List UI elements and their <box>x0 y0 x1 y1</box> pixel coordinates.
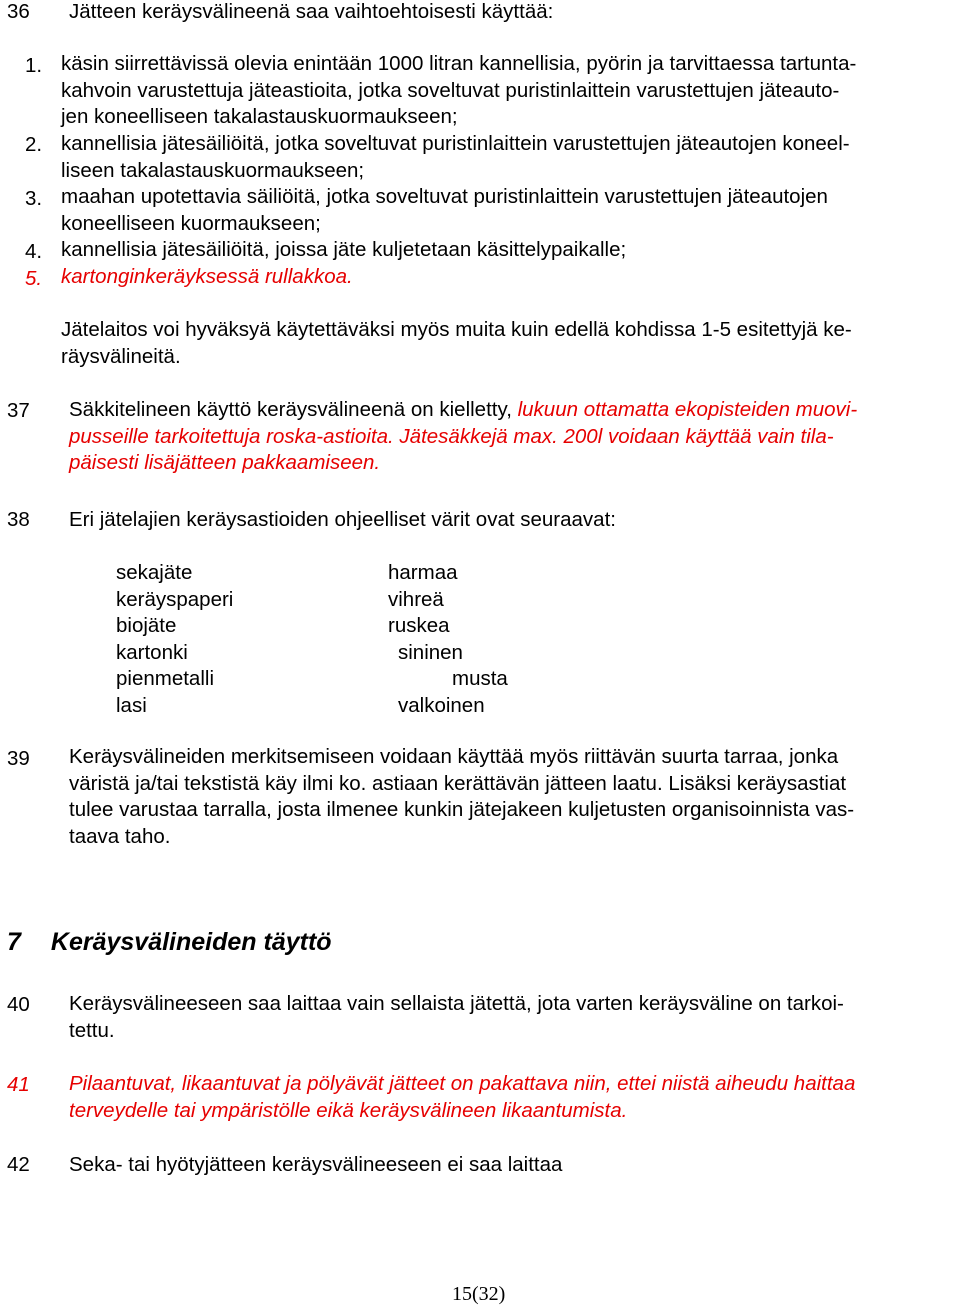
section-40-text <box>69 991 958 1044</box>
list-number-2: 2. <box>25 133 43 156</box>
list-item-3 <box>61 184 948 237</box>
list-number-4: 4. <box>25 240 43 263</box>
waste-type: keräyspaperi <box>116 588 234 611</box>
section-39-line: tulee varustaa tarralla, josta ilmenee kunkin jätejakeen kuljetusten organisoinnista vas- <box>69 798 855 822</box>
section-42-text: Seka- tai hyötyjätteen keräysvälineeseen ei saa laittaa <box>69 1153 563 1176</box>
note-line: Jätelaitos voi hyväksyä käytettäväksi myös muita kuin edellä kohdissa 1-5 esitettyjä ke- <box>61 318 852 341</box>
chapter-heading <box>7 928 332 957</box>
section-42-number: 42 <box>7 1153 30 1176</box>
section-39-line: taava taho. <box>69 824 171 848</box>
waste-type: sekajäte <box>116 561 193 584</box>
section-40-number: 40 <box>7 993 30 1016</box>
section-37-line-3: päisesti lisäjätteen pakkaamiseen. <box>69 451 381 475</box>
section-37-line-2: pusseille tarkoitettuja roska-astioita. Jätesäkkejä max. 200l voidaan käyttää vain tila- <box>69 424 834 448</box>
chapter-number: 7 <box>7 928 21 956</box>
section-36-text: Jätteen keräysvälineenä saa vaihtoehtoisesti käyttää: <box>69 0 554 23</box>
list-number-3: 3. <box>25 187 43 210</box>
section-40-line: tettu. <box>69 1018 115 1042</box>
waste-type: biojäte <box>116 614 177 637</box>
bin-color: harmaa <box>388 561 458 584</box>
section-37-plain-text: Säkkitelineen käyttö keräysvälineenä on kielletty, <box>69 398 518 421</box>
list-item-line: kannellisia jätesäiliöitä, jotka soveltuvat puristinlaittein varustettujen jäteautojen koneel- <box>61 132 850 155</box>
bin-color: vihreä <box>388 588 444 611</box>
list-item-line: kannellisia jätesäiliöitä, joissa jäte kuljetetaan käsittelypaikalle; <box>61 238 627 261</box>
section-41-text <box>69 1071 958 1124</box>
list-item-line: maahan upotettavia säiliöitä, jotka soveltuvat puristinlaittein varustettujen jäteautojen <box>61 185 828 208</box>
list-item-line: jen koneelliseen takalastauskuormaukseen; <box>61 105 458 129</box>
list-item-1 <box>61 51 948 131</box>
section-37-amendment-text: lukuun ottamatta ekopisteiden muovi- <box>517 398 858 421</box>
section-37-number: 37 <box>7 399 30 422</box>
section-36-number: 36 <box>7 0 30 23</box>
page-number: 15(32) <box>452 1283 506 1305</box>
bin-color: musta <box>452 667 508 690</box>
section-36-note <box>61 317 948 370</box>
list-item-line: kahvoin varustettuja jäteastioita, jotka soveltuvat puristinlaittein varustettujen jäteauto- <box>61 78 840 102</box>
chapter-title: Keräysvälineiden täyttö <box>50 928 332 956</box>
list-item-line: koneelliseen kuormaukseen; <box>61 211 321 235</box>
list-item-4 <box>61 237 626 264</box>
section-41-number: 41 <box>7 1073 30 1096</box>
note-line: räysvälineitä. <box>61 344 181 368</box>
section-41-line: terveydelle tai ympäristölle eikä keräysvälineen likaantumista. <box>69 1098 628 1122</box>
section-39-text <box>69 744 958 850</box>
section-39-line: väristä ja/tai tekstistä käy ilmi ko. astiaan kerättävän jätteen laatu. Lisäksi keräysastiat <box>69 771 847 795</box>
section-41-line: Pilaantuvat, likaantuvat ja pölyävät jätteet on pakattava niin, ettei niistä aiheudu haittaa <box>69 1072 856 1095</box>
section-38-text: Eri jätelajien keräysastioiden ohjeelliset värit ovat seuraavat: <box>69 508 616 531</box>
bin-color: ruskea <box>388 614 450 637</box>
list-item-5 <box>61 264 353 291</box>
list-item-line: kartonginkeräyksessä rullakkoa. <box>61 265 353 288</box>
list-number-1: 1. <box>25 54 43 77</box>
list-item-2 <box>61 131 948 184</box>
section-38-number: 38 <box>7 508 30 531</box>
waste-type: pienmetalli <box>116 667 214 690</box>
list-item-line: liseen takalastauskuormaukseen; <box>61 158 365 182</box>
list-number-5: 5. <box>25 267 43 290</box>
list-item-line: käsin siirrettävissä olevia enintään 1000 litran kannellisia, pyörin ja tarvittaessa tartunta- <box>61 52 857 75</box>
section-37-line-1 <box>69 397 948 424</box>
section-40-line: Keräysvälineeseen saa laittaa vain sellaista jätettä, jota varten keräysväline on tarkoi- <box>69 992 844 1015</box>
section-37-text <box>69 397 948 477</box>
waste-type: lasi <box>116 694 147 717</box>
bin-color: valkoinen <box>398 694 485 717</box>
section-39-line: Keräysvälineiden merkitsemiseen voidaan käyttää myös riittävän suurta tarraa, jonka <box>69 745 839 768</box>
section-39-number: 39 <box>7 747 30 770</box>
bin-color: sininen <box>398 641 463 664</box>
waste-type: kartonki <box>116 641 188 664</box>
